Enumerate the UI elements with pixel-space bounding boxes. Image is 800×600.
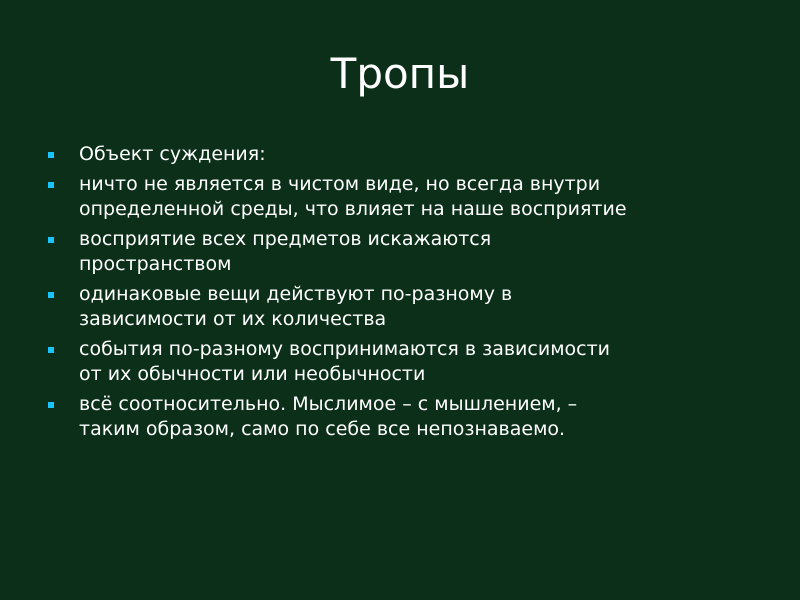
- bullet-item: [45, 282, 755, 332]
- bullet-line: зависимости от их количества: [79, 308, 387, 330]
- square-bullet-icon: [48, 182, 54, 188]
- bullet-item: [45, 337, 755, 387]
- square-bullet-icon: [48, 237, 54, 243]
- bullet-line: восприятие всех предметов искажаются: [79, 228, 492, 250]
- bullet-line: ничто не является в чистом виде, но всегда внутри: [79, 173, 601, 195]
- bullet-item: [45, 142, 755, 167]
- bullet-line: одинаковые вещи действуют по-разному в: [79, 283, 513, 305]
- slide-title: Тропы: [330, 49, 470, 98]
- bullet-line: пространством: [79, 253, 232, 275]
- bullet-line: Объект суждения:: [79, 143, 266, 165]
- bullet-line: от их обычности или необычности: [79, 363, 426, 385]
- bullet-line: события по-разному воспринимаются в зависимости: [79, 338, 611, 360]
- square-bullet-icon: [48, 347, 54, 353]
- bullet-item: [45, 392, 755, 442]
- bullet-line: определенной среды, что влияет на наше восприятие: [79, 198, 627, 220]
- square-bullet-icon: [48, 152, 54, 158]
- square-bullet-icon: [48, 402, 54, 408]
- square-bullet-icon: [48, 292, 54, 298]
- bullet-line: всё соотносительно. Мыслимое – с мышлением, –: [79, 393, 578, 415]
- bullet-item: [45, 172, 755, 222]
- bullet-item: [45, 227, 755, 277]
- bullet-list: [45, 142, 755, 447]
- bullet-line: таким образом, само по себе все непознаваемо.: [79, 418, 566, 440]
